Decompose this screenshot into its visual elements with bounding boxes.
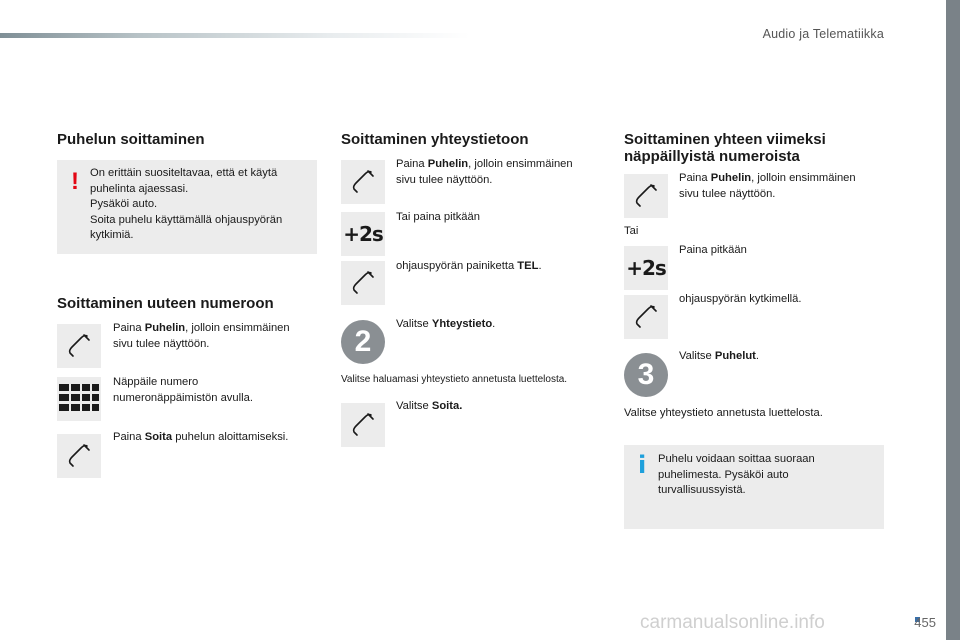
warning-box bbox=[57, 160, 317, 254]
phone-icon bbox=[57, 434, 101, 478]
step-contact-5: Valitse Soita. bbox=[396, 400, 463, 412]
keypad-icon bbox=[57, 377, 101, 421]
step-number-badge: 2 bbox=[341, 320, 385, 364]
step-new-1: Paina Puhelin, jolloin ensimmäinen sivu tulee näyttöön. bbox=[113, 322, 290, 350]
step-new-2: Näppäile numero numeronäppäimistön avulla. bbox=[113, 376, 253, 404]
contact-note: Valitse haluamasi yhteystieto annetusta luettelosta. bbox=[341, 374, 568, 385]
step-new-3: Paina Soita puhelun aloittamiseksi. bbox=[113, 431, 289, 443]
phone-icon bbox=[57, 324, 101, 368]
header-title: Audio ja Telematiikka bbox=[762, 27, 884, 41]
section-title-new-number: Soittaminen uuteen numeroon bbox=[57, 295, 274, 312]
step-recent-4: Valitse Puhelut. bbox=[679, 350, 759, 362]
section-title-calling: Puhelun soittaminen bbox=[57, 131, 205, 148]
warning-text: On erittäin suositeltavaa, että et käytä puhelinta ajaessasi. Pysäköi auto. Soita puhelu käyttämällä ohjauspyörän kytkimiä. bbox=[90, 167, 283, 241]
phone-icon bbox=[624, 295, 668, 339]
watermark-text: carmanualsonline.info bbox=[640, 612, 825, 633]
step-contact-2: Tai paina pitkään bbox=[396, 211, 480, 223]
warning-icon: ! bbox=[71, 168, 79, 195]
long-press-2s-icon: +2s bbox=[624, 246, 668, 290]
phone-icon bbox=[341, 261, 385, 305]
phone-icon bbox=[341, 160, 385, 204]
phone-icon bbox=[624, 174, 668, 218]
step-recent-3: ohjauspyörän kytkimellä. bbox=[679, 293, 802, 305]
long-press-2s-icon: +2s bbox=[341, 212, 385, 256]
section-title-contact: Soittaminen yhteystietoon bbox=[341, 131, 529, 148]
info-text: Puhelu voidaan soittaa suoraan puhelimesta. Pysäköi auto turvallisuussyistä. bbox=[658, 453, 815, 496]
step-number-badge: 3 bbox=[624, 353, 668, 397]
info-icon: i bbox=[638, 451, 647, 479]
section-title-recent: Soittaminen yhteen viimeksi näppäillyistä numeroista bbox=[624, 131, 826, 165]
recent-note: Valitse yhteystieto annetusta luettelosta. bbox=[624, 407, 823, 419]
step-recent-1: Paina Puhelin, jolloin ensimmäinen sivu tulee näyttöön. bbox=[679, 172, 856, 200]
step-contact-1: Paina Puhelin, jolloin ensimmäinen sivu tulee näyttöön. bbox=[396, 158, 573, 186]
step-contact-3: ohjauspyörän painiketta TEL. bbox=[396, 260, 542, 272]
page-edge-strip bbox=[946, 0, 960, 640]
info-box bbox=[624, 445, 884, 529]
or-label: Tai bbox=[624, 225, 639, 237]
header-gradient-bar bbox=[0, 33, 470, 38]
page-number: 455 bbox=[914, 615, 936, 630]
phone-icon bbox=[341, 403, 385, 447]
step-contact-4: Valitse Yhteystieto. bbox=[396, 318, 496, 330]
step-recent-2: Paina pitkään bbox=[679, 244, 747, 256]
